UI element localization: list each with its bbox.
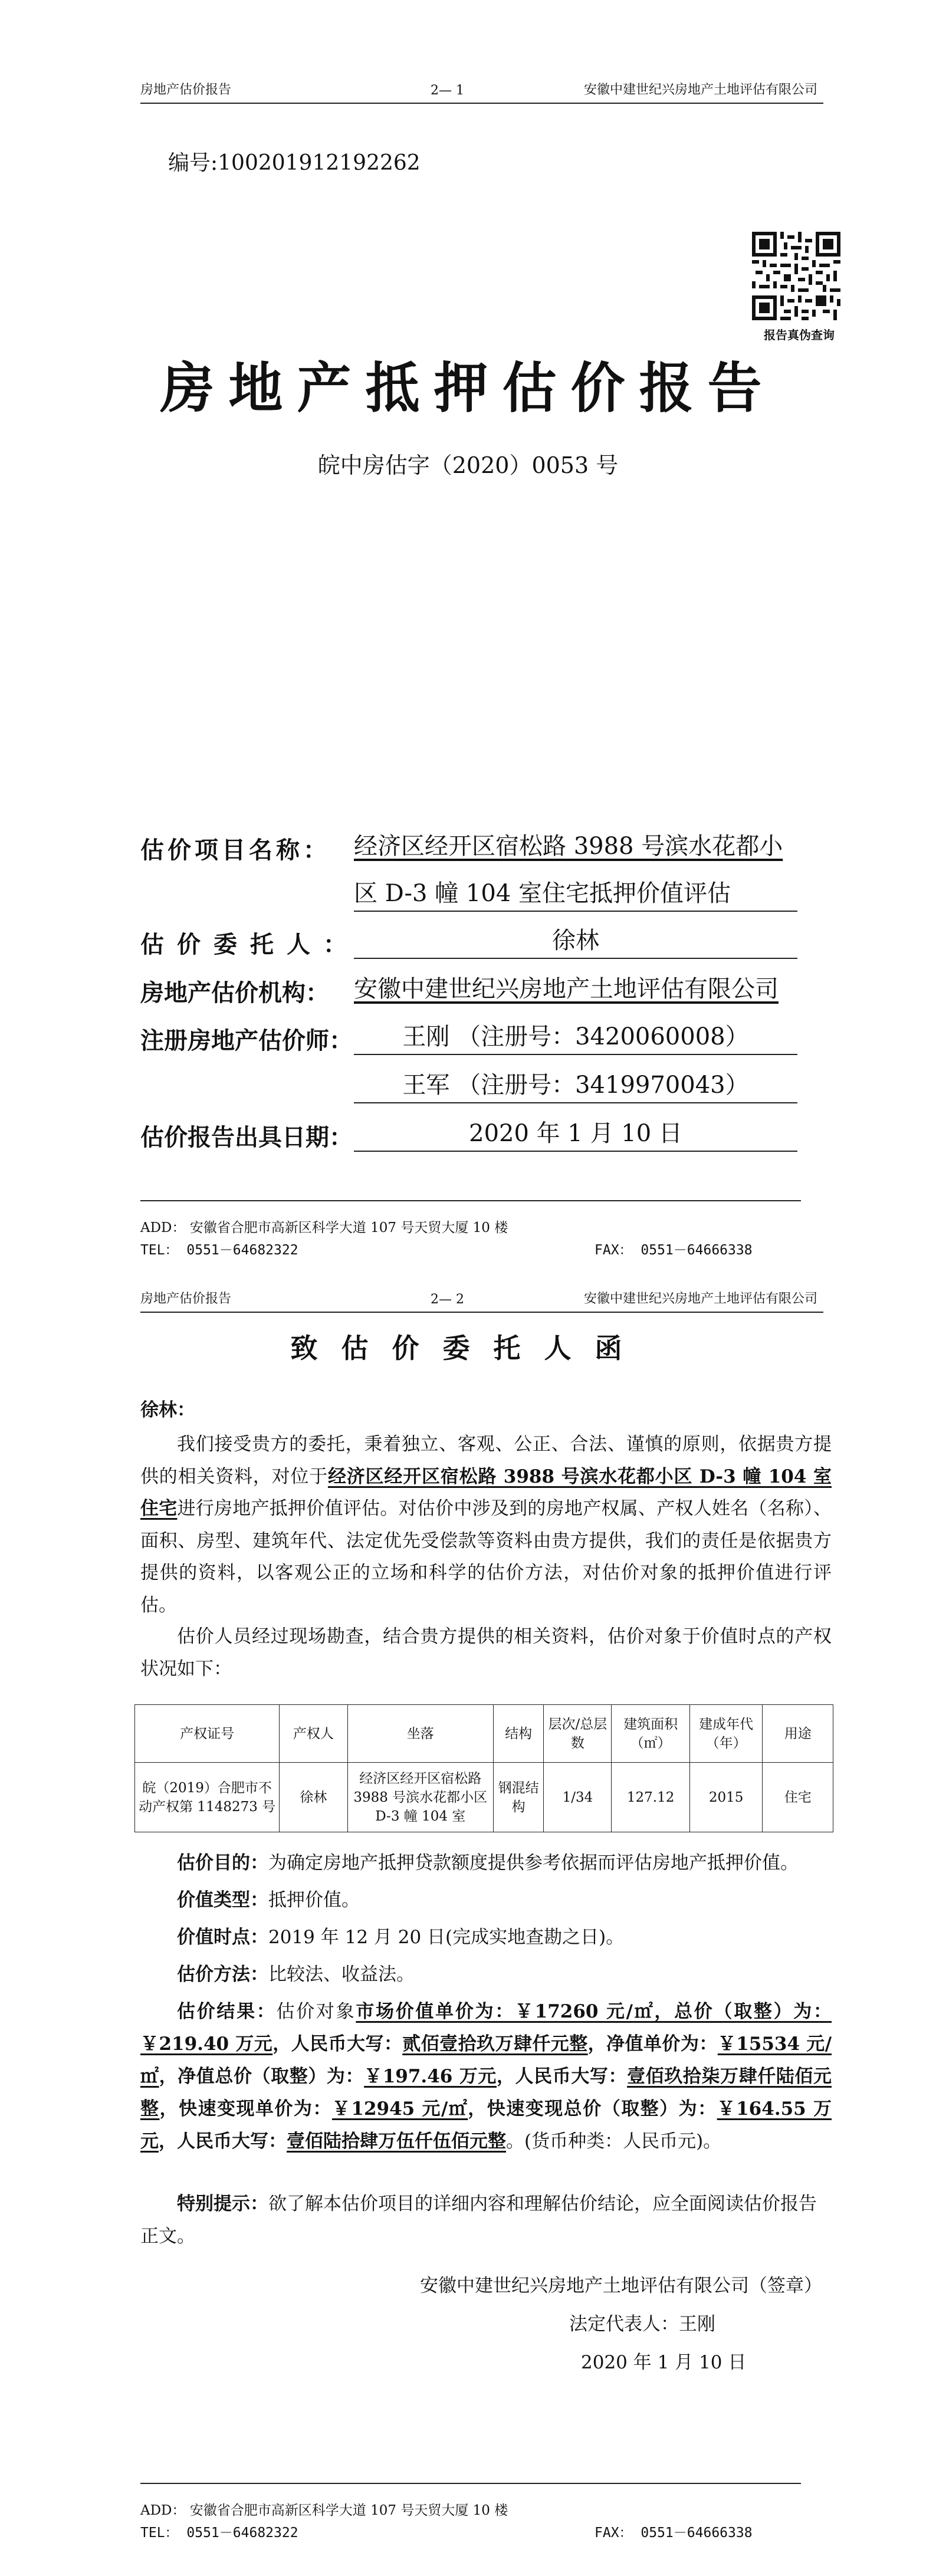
field-client-value: 徐林 xyxy=(354,926,797,959)
tip-value: 欲了解本估价项目的详细内容和理解估价结论，应全面阅读估价报告正文。 xyxy=(140,2193,817,2247)
letter-salutation: 徐林： xyxy=(140,1399,195,1421)
item-result xyxy=(140,1996,832,2158)
signature-date: 2020 年 1 月 10 日 xyxy=(581,2352,747,2373)
footer-fax: FAX： 0551－64666338 xyxy=(595,1243,753,1258)
footer-divider xyxy=(140,2483,801,2484)
result-text: ，净值单价为： xyxy=(587,2033,718,2055)
cell-location: 经济区经开区宿松路 3988 号滨水花都小区 D-3 幢 104 室 xyxy=(347,1763,493,1832)
signature-representative: 法定代表人：王刚 xyxy=(569,2314,715,2335)
type-value: 抵押价值。 xyxy=(268,1890,360,1911)
header-page-number: 2— 2 xyxy=(431,1292,464,1307)
cell-area: 127.12 xyxy=(612,1763,689,1832)
property-table xyxy=(134,1704,833,1832)
result-net-capital: 壹佰玖拾柒万肆仟陆佰元整 xyxy=(140,2066,832,2120)
cell-year: 2015 xyxy=(689,1763,763,1832)
letter-title: 致估价委托人函 xyxy=(290,1332,646,1364)
th-year: 建成年代（年） xyxy=(689,1705,763,1763)
result-net-total: ￥197.46 万元 xyxy=(364,2066,497,2087)
para1-intro: 我们接受贵方的委托，秉着独立、客观、公正、合法、谨慎的原则，依据贵方提供的相关资料，对位于 xyxy=(140,1434,832,1487)
qr-code-icon[interactable] xyxy=(752,232,840,320)
tip-key: 特别提示： xyxy=(177,2193,268,2214)
table-header-row xyxy=(135,1705,833,1763)
cell-use: 住宅 xyxy=(763,1763,833,1832)
result-text: ，净值总价（取整）为： xyxy=(159,2066,364,2087)
th-owner: 产权人 xyxy=(280,1705,347,1763)
item-purpose xyxy=(140,1847,832,1880)
header-company: 安徽中建世纪兴房地产土地评估有限公司 xyxy=(583,1292,817,1306)
para1-property-address: 经济区经开区宿松路 3988 号滨水花都小区 D-3 幢 104 室住宅 xyxy=(140,1466,832,1519)
th-cert: 产权证号 xyxy=(135,1705,280,1763)
field-date-label: 估价报告出具日期： xyxy=(140,1123,353,1151)
footer-tel: TEL： 0551－64682322 xyxy=(140,2525,298,2541)
signature-company: 安徽中建世纪兴房地产土地评估有限公司（签章） xyxy=(420,2275,822,2296)
type-key: 价值类型： xyxy=(177,1890,268,1911)
report-number: 皖中房估字（2020）0053 号 xyxy=(317,452,619,478)
field-project-label: 估价项目名称： xyxy=(140,836,330,864)
result-text: ，快速变现单价为： xyxy=(159,2098,332,2120)
item-value-type xyxy=(140,1884,832,1917)
result-text: ，人民币大写： xyxy=(272,2033,403,2055)
cell-owner: 徐林 xyxy=(280,1763,347,1832)
footer-tel: TEL： 0551－64682322 xyxy=(140,1243,298,1258)
footer-fax: FAX： 0551－64666338 xyxy=(595,2525,753,2541)
result-text: ，人民币大写： xyxy=(159,2131,287,2152)
field-project-value-line2: 区 D-3 幢 104 室住宅抵押价值评估 xyxy=(354,879,797,912)
page-header-2 xyxy=(140,1280,823,1313)
cell-floor: 1/34 xyxy=(544,1763,612,1832)
table-row xyxy=(135,1763,833,1832)
th-floor: 层次/总层数 xyxy=(544,1705,612,1763)
field-appraiser-2: 王军 （注册号：3419970043） xyxy=(354,1070,797,1103)
letter-paragraph-1 xyxy=(140,1428,832,1621)
field-agency-label: 房地产估价机构： xyxy=(140,979,329,1007)
field-appraiser-1: 王刚 （注册号：3420060008） xyxy=(354,1022,797,1055)
cell-cert: 皖（2019）合肥市不动产权第 1148273 号 xyxy=(135,1763,280,1832)
report-title: 房地产抵押估价报告 xyxy=(160,356,776,420)
field-date-value: 2020 年 1 月 10 日 xyxy=(354,1119,797,1152)
field-project-value-line1: 经济区经开区宿松路 3988 号滨水花都小 xyxy=(354,833,783,860)
result-net-unit: ￥15534 元/㎡ xyxy=(140,2033,832,2087)
result-key: 估价结果： xyxy=(177,2001,277,2022)
th-area: 建筑面积（㎡） xyxy=(612,1705,689,1763)
footer-address: ADD： 安徽省合肥市高新区科学大道 107 号天贸大厦 10 楼 xyxy=(140,1220,508,1236)
result-text: ，快速变现总价（取整）为： xyxy=(468,2098,717,2120)
purpose-key: 估价目的： xyxy=(177,1852,268,1874)
method-key: 估价方法： xyxy=(177,1964,268,1985)
cell-structure: 钢混结构 xyxy=(493,1763,543,1832)
page-header xyxy=(140,71,823,104)
purpose-value: 为确定房地产抵押贷款额度提供参考依据而评估房地产抵押价值。 xyxy=(268,1852,799,1874)
letter-paragraph-2: 估价人员经过现场勘查，结合贵方提供的相关资料，估价对象于价值时点的产权状况如下： xyxy=(140,1626,832,1680)
result-quick-capital: 壹佰陆拾肆万伍仟伍佰元整 xyxy=(287,2131,506,2152)
para1-body: 进行房地产抵押价值评估。对估价中涉及到的房地产权属、产权人姓名（名称）、面积、房型、建筑年代、法定优先受偿款等资料由贵方提供，我们的责任是依据贵方提供的资料，以客观公正的立场和科学的估价方法，对估价对象的抵押价值进行评估。 xyxy=(140,1498,832,1616)
header-left: 房地产估价报告 xyxy=(140,83,232,97)
footer-divider xyxy=(140,1200,801,1201)
result-market-capital: 贰佰壹拾玖万肆仟元整 xyxy=(402,2033,588,2055)
th-location: 坐落 xyxy=(347,1705,493,1763)
result-text: ，人民币大写： xyxy=(496,2066,628,2087)
footer-address: ADD： 安徽省合肥市高新区科学大道 107 号天贸大厦 10 楼 xyxy=(140,2503,508,2518)
time-key: 价值时点： xyxy=(177,1927,268,1948)
item-value-time xyxy=(140,1921,832,1954)
result-quick-total: ￥164.55 万元 xyxy=(140,2098,832,2152)
item-special-tip xyxy=(140,2188,832,2252)
result-market-value: 市场价值单价为：￥17260 元/㎡，总价（取整）为：￥219.40 万元 xyxy=(140,2001,832,2055)
result-text: 估价对象 xyxy=(276,2001,356,2022)
field-agency-value: 安徽中建世纪兴房地产土地评估有限公司 xyxy=(354,975,779,1003)
item-method xyxy=(140,1959,832,1991)
qr-caption: 报告真伪查询 xyxy=(764,328,835,342)
method-value: 比较法、收益法。 xyxy=(268,1964,415,1985)
header-company: 安徽中建世纪兴房地产土地评估有限公司 xyxy=(583,83,817,97)
th-use: 用途 xyxy=(763,1705,833,1763)
result-currency-note: 。(货币种类：人民币元)。 xyxy=(506,2131,722,2152)
header-left: 房地产估价报告 xyxy=(140,1292,232,1306)
th-structure: 结构 xyxy=(493,1705,543,1763)
field-appraiser-label: 注册房地产估价师： xyxy=(140,1027,353,1054)
header-page-number: 2— 1 xyxy=(431,83,464,98)
result-quick-unit: ￥12945 元/㎡ xyxy=(331,2098,468,2120)
serial-number: 编号:100201912192262 xyxy=(168,151,421,175)
field-client-label: 估价委托人： xyxy=(140,931,360,958)
time-value: 2019 年 12 月 20 日(完成实地查勘之日)。 xyxy=(268,1927,625,1948)
